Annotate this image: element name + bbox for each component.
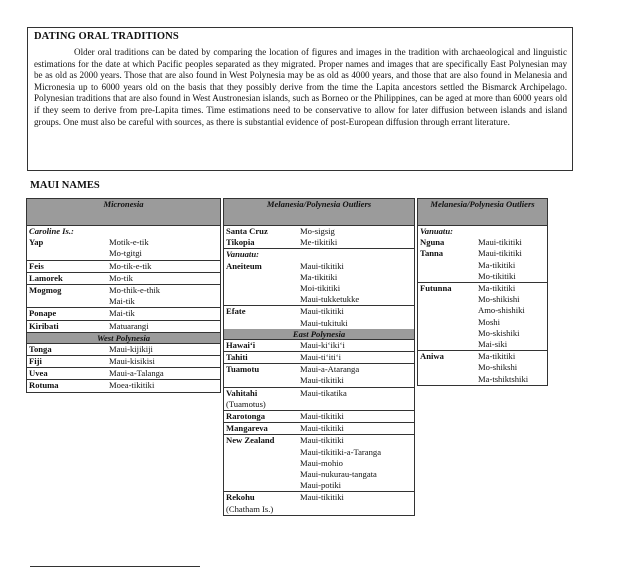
maui-name: Maui-ti‘iti‘i [300, 352, 342, 363]
east-polynesia-header: East Polynesia [224, 329, 414, 340]
island-name [224, 423, 300, 434]
maui-name: Me-tikitiki [300, 237, 338, 248]
maui-name: Maui-nukurau-tangata [300, 469, 377, 480]
table-row [224, 492, 414, 514]
table-row [418, 237, 547, 248]
island-name [27, 321, 109, 332]
maui-names [300, 435, 414, 491]
island-name [224, 364, 300, 386]
maui-name: Mo-thik-e-thik [109, 285, 161, 296]
maui-name: Ma-tikitiki [478, 283, 516, 294]
maui-name: Maui-a-Ataranga [300, 364, 360, 375]
island-name-text: Kiribati [29, 320, 59, 331]
island-name [27, 368, 109, 379]
maui-names [109, 308, 220, 319]
outliers-table-2 [417, 226, 548, 386]
island-subname: (Chatham Is.) [226, 503, 274, 514]
west-polynesia-header: West Polynesia [27, 333, 220, 344]
maui-names [300, 423, 414, 434]
maui-name: Maui-tikitiki [478, 237, 522, 248]
maui-name: Moea-tikitiki [109, 380, 155, 391]
maui-names [109, 368, 220, 379]
maui-name: Mai-siki [478, 339, 508, 350]
table-row [418, 283, 547, 351]
island-subname: (Tuamotus) [226, 398, 266, 409]
maui-name: Maui-tikitiki [300, 423, 344, 434]
outliers-header-2: Melanesia/Polynesia Outliers [417, 198, 548, 226]
maui-name: Maui-kisikisi [109, 356, 155, 367]
maui-name: Maui-kijikiji [109, 343, 153, 354]
island-name-text: New Zealand [226, 435, 275, 446]
island-name [27, 237, 109, 259]
table-row [27, 356, 220, 368]
maui-name: Maui-mohio [300, 457, 343, 468]
micronesia-column [26, 198, 221, 393]
group-vanuatu-2: Vanuatu: [420, 226, 453, 236]
island-name-text: Fiji [29, 356, 42, 367]
table-row [224, 226, 414, 237]
maui-name: Mo-sigsig [300, 226, 335, 236]
table-row [27, 380, 220, 391]
island-name [224, 226, 300, 237]
table-row [27, 308, 220, 320]
island-name [27, 308, 109, 319]
island-name-text: Hawai‘i [226, 339, 256, 350]
maui-names [300, 261, 414, 306]
island-name-text: Nguna [420, 237, 445, 248]
maui-names [478, 283, 547, 350]
maui-name: Mo-tikitiki [478, 270, 516, 281]
dating-oral-traditions-box [27, 27, 573, 171]
table-row [27, 368, 220, 380]
island-name-text: Mangareva [226, 423, 268, 434]
maui-names [478, 248, 547, 282]
island-name-text: Lamorek [29, 272, 63, 283]
island-name-text: Aneiteum [226, 260, 262, 271]
island-name [224, 340, 300, 351]
table-row [224, 435, 414, 492]
island-name-text: Tonga [29, 343, 52, 354]
maui-names [109, 344, 220, 355]
micronesia-table [26, 226, 221, 393]
maui-name: Maui-tikitiki [300, 375, 344, 386]
maui-names [478, 237, 547, 248]
maui-name: Mo-shikshi [478, 362, 518, 373]
island-name-text: Mogmog [29, 285, 62, 296]
maui-name: Maui-tikitiki-a-Taranga [300, 446, 382, 457]
group-label [224, 249, 414, 260]
table-row [27, 261, 220, 273]
island-name [224, 261, 300, 306]
maui-names [300, 364, 414, 386]
maui-name: Maui-tukituki [300, 317, 348, 328]
island-name-text: Tuamotu [226, 364, 260, 375]
maui-name: Mo-tgitgi [109, 248, 142, 259]
island-name [418, 237, 478, 248]
island-name [27, 380, 109, 391]
table-row [224, 388, 414, 411]
island-name-text: Santa Cruz [226, 226, 268, 236]
island-name [224, 388, 300, 410]
table-row [224, 423, 414, 435]
maui-name: Maui-potiki [300, 480, 342, 491]
maui-name: Maui-a-Talanga [109, 368, 164, 379]
island-name-text: Feis [29, 260, 44, 271]
maui-name: Matuarangi [109, 320, 149, 331]
island-name-text: Ponape [29, 308, 57, 319]
island-name [418, 283, 478, 350]
island-name-text: Rotuma [29, 380, 59, 391]
island-name-text: Tanna [420, 248, 444, 259]
island-name [27, 261, 109, 272]
maui-name: Mo-shikishi [478, 294, 520, 305]
maui-names [300, 237, 414, 248]
maui-names [109, 380, 220, 391]
maui-names [109, 273, 220, 284]
table-row [27, 237, 220, 260]
maui-names [300, 340, 414, 351]
maui-names [478, 351, 547, 385]
table-row [224, 261, 414, 307]
island-name-text: Aniwa [420, 351, 444, 362]
outliers-table [223, 226, 415, 516]
island-name [224, 237, 300, 248]
maui-name: Ma-tshiktshiki [478, 373, 529, 384]
group-vanuatu: Vanuatu: [226, 249, 259, 260]
maui-names [300, 411, 414, 422]
table-row [224, 411, 414, 423]
island-name-text: Rekohu [226, 492, 255, 503]
table-row [27, 285, 220, 308]
maui-name: Maui-tikitiki [300, 435, 344, 446]
maui-names [300, 306, 414, 328]
group-label [418, 226, 547, 237]
maui-names [109, 285, 220, 307]
maui-name: Ma-tikitiki [300, 271, 338, 282]
maui-names [109, 261, 220, 272]
maui-name: Moi-tikitiki [300, 283, 341, 294]
maui-name: Maui-tikitiki [300, 492, 344, 503]
island-name [418, 248, 478, 282]
table-row [224, 237, 414, 249]
maui-names [109, 356, 220, 367]
island-name [224, 352, 300, 363]
table-row [27, 344, 220, 356]
maui-names [300, 226, 414, 237]
dating-title: DATING ORAL TRADITIONS [34, 31, 179, 42]
table-row [418, 248, 547, 283]
island-name [27, 344, 109, 355]
maui-names [300, 492, 414, 514]
maui-name: Mai-tik [109, 308, 135, 319]
island-name-text: Efate [226, 306, 246, 317]
outliers-column-2 [417, 198, 548, 386]
outliers-column [223, 198, 415, 516]
footnote-divider [30, 566, 200, 567]
maui-names [300, 388, 414, 410]
maui-name: Maui-tikitiki [478, 248, 522, 259]
table-row [418, 351, 547, 385]
maui-name: Maui-tikitiki [300, 260, 344, 271]
table-row [27, 321, 220, 333]
island-name [224, 411, 300, 422]
island-name-text: Futunna [420, 283, 452, 294]
maui-name: Ma-tikitiki [478, 259, 516, 270]
island-name-text: Tikopia [226, 237, 255, 248]
island-name-text: Uvea [29, 368, 48, 379]
island-name [224, 306, 300, 328]
table-row [224, 306, 414, 328]
island-name-text: Vahitahi [226, 387, 258, 398]
table-row [224, 340, 414, 352]
maui-names-title: MAUI NAMES [30, 180, 100, 191]
maui-name: Mo-tik [109, 272, 133, 283]
maui-name: Maui-ki‘iki‘i [300, 339, 345, 350]
island-name [27, 285, 109, 307]
maui-names [109, 321, 220, 332]
maui-name: Ma-tikitiki [478, 351, 516, 362]
island-name-text: Rarotonga [226, 411, 265, 422]
group-label [27, 226, 220, 237]
outliers-header: Melanesia/Polynesia Outliers [223, 198, 415, 226]
micronesia-header: Micronesia [26, 198, 221, 226]
maui-name: Moshi [478, 316, 500, 327]
maui-name: Amo-shishiki [478, 305, 525, 316]
dating-paragraph: Older oral traditions can be dated by comparing the location of figures and images in the tradition with archaeological and linguistic estimations for the date at which Pacific peoples separated as they migrated. Proper names and images that are specifically East Polynesian may be as old as 2000 years. Those that are also found in West Polynesia may be as old as 4000 years, and those that are also found in Melanesia and Micronesia up to 6000 years old on the basis that they possibly derive from the time the Lapita ancestors settled the Bismarck Archipelago. Polynesian traditions that are also found in West Austronesian islands, such as Borneo or the Philippines, can be aged at more than 6000 years old if they seem to derive from pre-Lapita times. Time estimations need to be conservative to allow for later diffusion between islands and island groups. One must also be careful with sources, as there is substantial evidence of post-European diffusion through errant literature. [34, 47, 567, 127]
table-row [224, 364, 414, 387]
island-name [27, 273, 109, 284]
maui-name: Maui-tikitiki [300, 411, 344, 422]
maui-name: Maui-tikatika [300, 387, 347, 398]
maui-name: Mai-tik [109, 296, 135, 307]
island-name-text: Yap [29, 237, 44, 248]
maui-names [300, 352, 414, 363]
island-name-text: Tahiti [226, 352, 248, 363]
maui-name: Mo-skishiki [478, 327, 520, 338]
island-name [224, 435, 300, 491]
island-name [224, 492, 300, 514]
island-name [27, 356, 109, 367]
island-name [418, 351, 478, 385]
maui-name: Maui-tukketukke [300, 294, 360, 305]
maui-name: Maui-tikitiki [300, 306, 344, 317]
maui-name: Motik-e-tik [109, 237, 149, 248]
table-row [27, 273, 220, 285]
maui-name: Mo-tik-e-tik [109, 260, 152, 271]
group-caroline: Caroline Is.: [29, 226, 74, 236]
table-row [224, 352, 414, 364]
maui-names [109, 237, 220, 259]
